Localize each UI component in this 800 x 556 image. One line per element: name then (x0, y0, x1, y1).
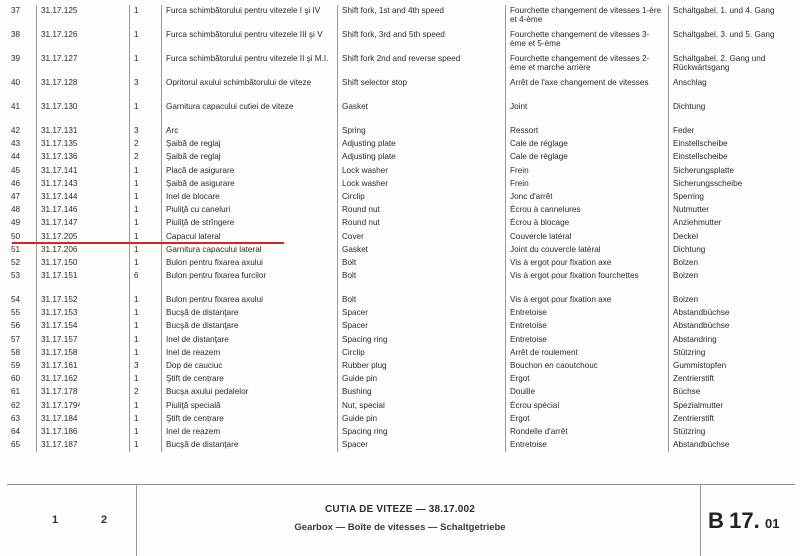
name-german: Abstandbüchse (669, 320, 796, 333)
name-english: Circlip (338, 347, 506, 360)
part-code: 31.17.158 (37, 347, 130, 360)
quantity: 2 (130, 138, 162, 151)
name-english: Spring (338, 125, 506, 138)
name-french: Vis à ergot pour fixation fourchettes (506, 270, 669, 294)
row-number: 64 (11, 426, 21, 436)
part-code: 31.17.141 (37, 165, 130, 178)
name-french: Jonc d'arrêt (506, 191, 669, 204)
quantity: 1 (130, 53, 162, 77)
table-row (7, 77, 795, 101)
table-row (7, 125, 795, 138)
quantity: 2 (130, 151, 162, 164)
name-french: Ergot (506, 413, 669, 426)
part-code: 31.17.147 (37, 217, 130, 230)
name-romanian: Şaibă de reglaj (162, 151, 338, 164)
quantity: 1 (130, 101, 162, 125)
name-english: Round nut (338, 204, 506, 217)
sheet-number: 17. (729, 508, 760, 533)
name-english: Rubber plug (338, 360, 506, 373)
footer-column-1: 1 (52, 514, 59, 526)
name-german: Bolzen (669, 294, 796, 307)
name-french: Cale de réglage (506, 151, 669, 164)
name-romanian: Inel de blocare (162, 191, 338, 204)
table-row (7, 178, 795, 191)
part-code: 31.17.205 (37, 231, 130, 244)
table-row (7, 101, 795, 125)
table-row (7, 386, 795, 399)
footer-divider-left (136, 484, 137, 556)
name-romanian: Bulon pentru fixarea furcilor (162, 270, 338, 294)
table-row (7, 191, 795, 204)
quantity: 3 (130, 125, 162, 138)
quantity: 1 (130, 178, 162, 191)
row-number: 51 (11, 244, 21, 254)
name-romanian: Bucşă de distanţare (162, 307, 338, 320)
quantity: 1 (130, 191, 162, 204)
part-code: 31.17.131 (37, 125, 130, 138)
sheet-subnumber: 01 (765, 516, 780, 531)
part-code: 31.17.136 (37, 151, 130, 164)
table-row (7, 347, 795, 360)
name-english: Spacer (338, 320, 506, 333)
name-german: Sicherungsplatte (669, 165, 796, 178)
row-number: 37 (11, 6, 21, 15)
name-german: Anziehmutter (669, 217, 796, 230)
name-german: Stützring (669, 426, 796, 439)
name-romanian: Dop de cauciuc (162, 360, 338, 373)
name-german: Einstellscheibe (669, 151, 796, 164)
quantity: 1 (130, 320, 162, 333)
quantity: 3 (130, 77, 162, 101)
name-english: Bolt (338, 257, 506, 270)
name-romanian: Bucşă de distanţare (162, 320, 338, 333)
table-row (7, 400, 795, 413)
quantity: 1 (130, 244, 162, 257)
table-row (7, 29, 795, 53)
part-code: 31.17.153 (37, 307, 130, 320)
table-row (7, 360, 795, 373)
name-german: Anschlag (669, 77, 796, 101)
part-code: 31.17.179² (37, 400, 130, 413)
part-code: 31.17.125 (37, 5, 130, 29)
quantity: 1 (130, 307, 162, 320)
table-row (7, 270, 795, 294)
table-row (7, 294, 795, 307)
part-code: 31.17.186 (37, 426, 130, 439)
name-german: Abstandbüchse (669, 307, 796, 320)
name-german: Büchse (669, 386, 796, 399)
part-code: 31.17.161 (37, 360, 130, 373)
quantity: 1 (130, 347, 162, 360)
name-english: Gasket (338, 244, 506, 257)
row-number: 62 (11, 400, 21, 410)
name-french: Vis à ergot pour fixation axe (506, 257, 669, 270)
page-subtitle: Gearbox — Boîte de vitesses — Schaltgetriebe (294, 522, 506, 533)
quantity: 1 (130, 204, 162, 217)
name-french: Arrêt de l'axe changement de vitesses (506, 77, 669, 101)
name-french: Entretoise (506, 439, 669, 452)
name-english: Shift fork, 1st and 4th speed (338, 5, 506, 29)
name-french: Entretoise (506, 334, 669, 347)
quantity: 2 (130, 386, 162, 399)
name-french: Ergot (506, 373, 669, 386)
name-english: Round nut (338, 217, 506, 230)
name-german: Bolzen (669, 257, 796, 270)
part-code: 31.17.187 (37, 439, 130, 452)
name-french: Fourchette changement de vitesses 3-ème et 5-ème (506, 29, 669, 53)
name-romanian: Inel de reazem (162, 426, 338, 439)
name-english: Spacing ring (338, 334, 506, 347)
name-german: Schaltgabel, 1. und 4. Gang (669, 5, 796, 29)
name-french: Vis à ergot pour fixation axe (506, 294, 669, 307)
row-number: 53 (11, 271, 21, 281)
part-code: 31.17.162 (37, 373, 130, 386)
name-romanian: Şaibă de asigurare (162, 178, 338, 191)
name-german: Dichtung (669, 101, 796, 125)
name-german: Dichtung (669, 244, 796, 257)
table-row (7, 53, 795, 77)
quantity: 1 (130, 294, 162, 307)
quantity: 1 (130, 29, 162, 53)
name-german: Nutmutter (669, 204, 796, 217)
quantity: 1 (130, 439, 162, 452)
part-code: 31.17.157 (37, 334, 130, 347)
name-english: Shift selector stop (338, 77, 506, 101)
quantity: 1 (130, 5, 162, 29)
quantity: 1 (130, 334, 162, 347)
name-french: Fourchette changement de vitesses 1-ère et 4-ème (506, 5, 669, 29)
quantity: 3 (130, 360, 162, 373)
part-code: 31.17.143 (37, 178, 130, 191)
name-french: Rondelle d'arrêt (506, 426, 669, 439)
name-romanian: Garnitura capacului cutiei de viteze (162, 101, 338, 125)
name-romanian: Piuliţă specială (162, 400, 338, 413)
table-row (7, 320, 795, 333)
table-row (7, 204, 795, 217)
name-romanian: Piuliţă cu caneluri (162, 204, 338, 217)
row-number: 49 (11, 218, 21, 228)
part-code: 31.17.150 (37, 257, 130, 270)
name-german: Einstellscheibe (669, 138, 796, 151)
row-number: 60 (11, 374, 21, 384)
name-english: Adjusting plate (338, 151, 506, 164)
name-romanian: Opritorul axului schimbătorului de viteze (162, 77, 338, 101)
row-number: 65 (11, 440, 21, 450)
table-row (7, 439, 795, 452)
name-french: Entretoise (506, 320, 669, 333)
row-number: 59 (11, 361, 21, 370)
table-row (7, 426, 795, 439)
name-romanian: Arc (162, 125, 338, 138)
name-english: Spacer (338, 439, 506, 452)
quantity: 1 (130, 231, 162, 244)
name-english: Shift fork 2nd and reverse speed (338, 53, 506, 77)
table-row (7, 165, 795, 178)
name-romanian: Inel de distanţare (162, 334, 338, 347)
name-french: Frein (506, 178, 669, 191)
quantity: 1 (130, 257, 162, 270)
sheet-code (708, 508, 780, 534)
row-number: 57 (11, 334, 21, 344)
name-german: Stützring (669, 347, 796, 360)
name-german: Abstandbüchse (669, 439, 796, 452)
name-french: Écrou à cannelures (506, 204, 669, 217)
table-row (7, 5, 795, 29)
table-row (7, 151, 795, 164)
name-french: Écrou à blocage (506, 217, 669, 230)
name-german: Zentrierstift (669, 413, 796, 426)
name-german: Sicherungsscheibe (669, 178, 796, 191)
name-german: Gummistopfen (669, 360, 796, 373)
name-german: Sperring (669, 191, 796, 204)
table-row (7, 307, 795, 320)
name-french: Joint (506, 101, 669, 125)
name-english: Lock washer (338, 165, 506, 178)
part-code: 31.17.184 (37, 413, 130, 426)
quantity: 1 (130, 165, 162, 178)
table-row (7, 373, 795, 386)
footer-top-rule (7, 484, 795, 485)
name-english: Bolt (338, 294, 506, 307)
name-romanian: Ştift de centrare (162, 373, 338, 386)
name-french: Ressort (506, 125, 669, 138)
name-romanian: Inel de reazem (162, 347, 338, 360)
name-german: Schaltgabel, 2. Gang und Rückwärtsgang (669, 53, 796, 77)
table-row (7, 334, 795, 347)
name-romanian: Bucşă de distanţare (162, 439, 338, 452)
name-german: Zentrierstift (669, 373, 796, 386)
table-row (7, 217, 795, 230)
name-romanian: Furca schimbătorului pentru vitezele III şi V (162, 29, 338, 53)
row-number: 42 (11, 126, 21, 135)
name-french: Cale de réglage (506, 138, 669, 151)
name-french: Joint du couvercle latéral (506, 244, 669, 257)
row-number: 61 (11, 387, 21, 397)
row-number: 45 (11, 165, 21, 175)
row-number: 58 (11, 347, 21, 357)
row-number: 52 (11, 257, 21, 267)
footer-column-2: 2 (101, 514, 108, 526)
sheet-letter: B (708, 508, 724, 533)
name-romanian: Ştift de centrare (162, 413, 338, 426)
name-english: Bushing (338, 386, 506, 399)
name-german: Spezialmutter (669, 400, 796, 413)
quantity: 1 (130, 426, 162, 439)
footer-divider-right (700, 484, 701, 556)
part-code: 31.17.126 (37, 29, 130, 53)
row-number: 39 (11, 54, 21, 63)
row-number: 56 (11, 321, 21, 331)
table-row (7, 244, 795, 257)
page-title: CUTIA DE VITEZE — 38.17.002 (324, 504, 476, 515)
quantity: 1 (130, 217, 162, 230)
part-code: 31.17.135 (37, 138, 130, 151)
row-number: 43 (11, 139, 21, 149)
name-french: Bouchon en caoutchouc (506, 360, 669, 373)
row-number: 55 (11, 308, 21, 318)
table-row (7, 138, 795, 151)
row-number: 47 (11, 191, 21, 201)
name-french: Arrêt de roulement (506, 347, 669, 360)
name-german: Schaltgabel, 3. und 5. Gang (669, 29, 796, 53)
row-number: 38 (11, 30, 21, 39)
row-number: 46 (11, 178, 21, 188)
part-code: 31.17.154 (37, 320, 130, 333)
name-german: Feder (669, 125, 796, 138)
part-code: 31.17.178 (37, 386, 130, 399)
row-number: 54 (11, 295, 21, 305)
row-number: 50 (11, 231, 21, 241)
name-french: Écrou spécial (506, 400, 669, 413)
part-code: 31.17.130 (37, 101, 130, 125)
name-french: Entretoise (506, 307, 669, 320)
name-english: Spacer (338, 307, 506, 320)
row-number: 40 (11, 78, 21, 87)
part-code: 31.17.128 (37, 77, 130, 101)
name-romanian: Furca schimbătorului pentru vitezele I şi IV (162, 5, 338, 29)
name-romanian: Şaibă de reglaj (162, 138, 338, 151)
row-number: 48 (11, 205, 21, 215)
name-english: Circlip (338, 191, 506, 204)
table-row (7, 257, 795, 270)
name-english: Adjusting plate (338, 138, 506, 151)
name-romanian: Bulon pentru fixarea axului (162, 257, 338, 270)
parts-table (7, 5, 795, 452)
highlight-underline (12, 242, 284, 244)
name-english: Nut, special (338, 400, 506, 413)
part-code: 31.17.206 (37, 244, 130, 257)
table-row (7, 413, 795, 426)
quantity: 1 (130, 413, 162, 426)
name-english: Lock washer (338, 178, 506, 191)
name-english: Guide pin (338, 373, 506, 386)
name-english: Shift fork, 3rd and 5th speed (338, 29, 506, 53)
quantity: 1 (130, 373, 162, 386)
name-french: Douille (506, 386, 669, 399)
part-code: 31.17.144 (37, 191, 130, 204)
name-german: Deckel (669, 231, 796, 244)
row-number: 63 (11, 413, 21, 423)
name-english: Bolt (338, 270, 506, 294)
parts-table-body (7, 5, 795, 452)
part-code: 31.17.146 (37, 204, 130, 217)
part-code: 31.17.152 (37, 294, 130, 307)
name-romanian: Placă de asigurare (162, 165, 338, 178)
name-english: Spacing ring (338, 426, 506, 439)
row-number: 44 (11, 152, 21, 162)
name-german: Abstandring (669, 334, 796, 347)
name-romanian: Piuliţă de strîngere (162, 217, 338, 230)
name-romanian: Furca schimbătorului pentru vitezele II şi M.I. (162, 53, 338, 77)
name-english: Cover (338, 231, 506, 244)
name-german: Bolzen (669, 270, 796, 294)
part-code: 31.17.127 (37, 53, 130, 77)
quantity: 1 (130, 400, 162, 413)
name-french: Frein (506, 165, 669, 178)
name-romanian: Garnitura capacului lateral (162, 244, 338, 257)
name-romanian: Bulon pentru fixarea axului (162, 294, 338, 307)
name-french: Fourchette changement de vitesses 2-ème et marche arrière (506, 53, 669, 77)
name-romanian: Bucşa axului pedalelor (162, 386, 338, 399)
part-code: 31.17.151 (37, 270, 130, 294)
name-english: Guide pin (338, 413, 506, 426)
name-french: Couvercle latéral (506, 231, 669, 244)
quantity: 6 (130, 270, 162, 294)
row-number: 41 (11, 102, 21, 111)
name-english: Gasket (338, 101, 506, 125)
name-romanian: Capacul lateral (162, 231, 338, 244)
